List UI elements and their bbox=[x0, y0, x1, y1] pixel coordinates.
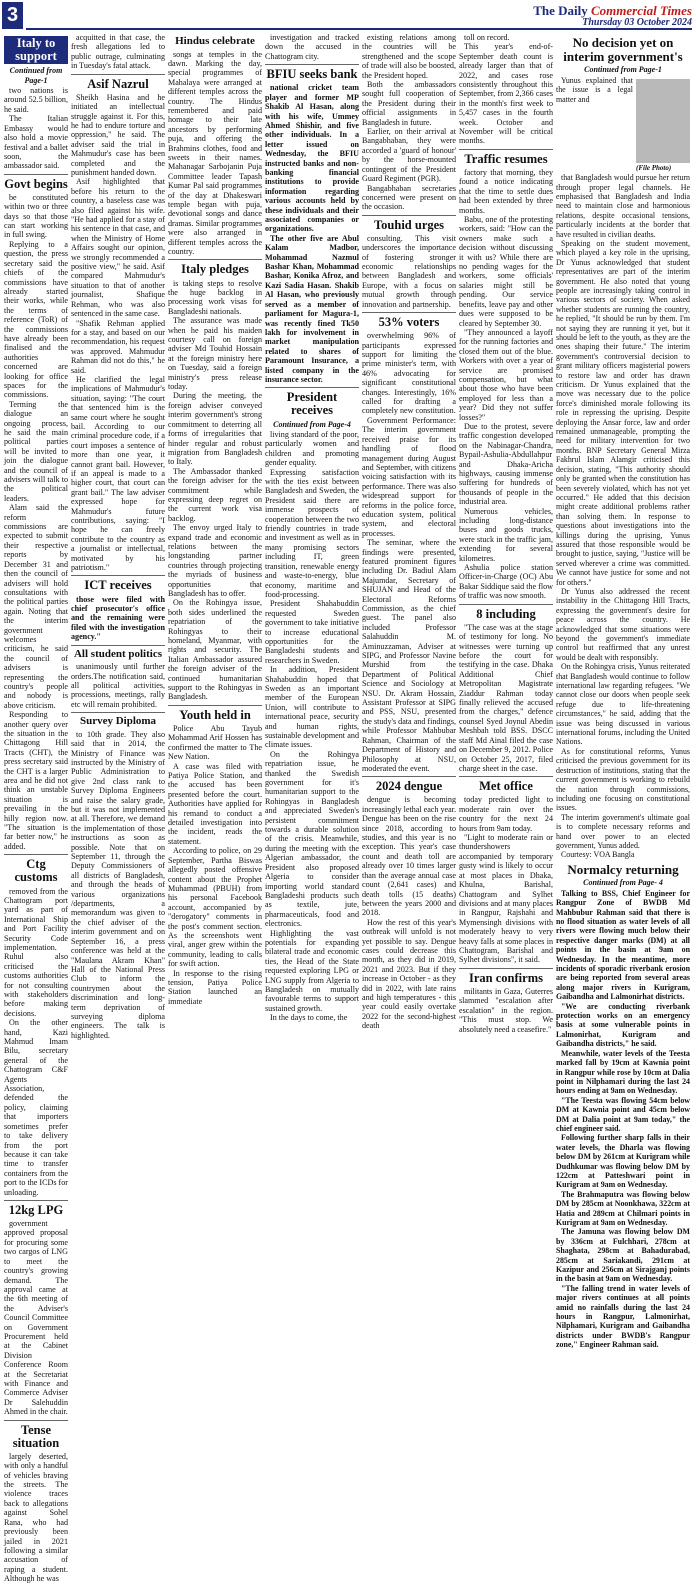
article-continued-2 bbox=[71, 33, 165, 71]
article-divider bbox=[265, 387, 359, 388]
article-divider bbox=[71, 712, 165, 713]
paragraph: During the meeting, the foreign adviser conveyed interim government's strong commitment to deterring all forms of irregularities that hinder regular and robust migration from Bangladesh to Italy. bbox=[168, 391, 262, 467]
paragraph: songs at temples in the dawn. Marking the day, special programmes of Mahalaya were arranged at different temples across the country. The Hindus remembered and paid homage to their late ancestors by performing puja, and offering the Brahmins clothes, food and sweets in their names. Mahanagar Sarbojanin Puja Committee leader Tapash Kumar Pal said programmes of the day at Dhakeswari temple began with puja, devotional songs and dance dramas. Similar programmes were also arranged in different temples across the country. bbox=[168, 49, 262, 257]
headline: Ctg customs bbox=[14, 857, 58, 885]
paragraph: Alam said the reform commissions are expected to submit their respective reports by December 31 and then the council of advisers will hold consultations with the political parties again. Noting that the interim government welcomes criticism, he said the council of advisers is representing the country's people and nobody is above criticism. bbox=[4, 503, 68, 710]
article-president-receives bbox=[265, 391, 359, 1022]
article-divider bbox=[459, 604, 553, 605]
article-divider bbox=[459, 149, 553, 150]
article-body bbox=[556, 173, 690, 860]
article-divider bbox=[459, 968, 553, 969]
paragraph: The interim government's ultimate goal is to complete necessary reforms and hand over power to an elected government, Yunus added. bbox=[556, 812, 690, 850]
headline: ICT receives bbox=[84, 578, 152, 593]
paragraph: those were filed with chief prosecutor's office and the remaining were filed with the investigation agency." bbox=[71, 594, 165, 642]
masthead bbox=[26, 4, 692, 30]
paragraph: militants in Gaza, Guterres slammed "escalation after escalation" in the region. "This must stop. We absolutely need a ceasefire." bbox=[459, 986, 553, 1034]
paragraph: Police Abu Tayub Mohammad Arif Hossen has confirmed the matter to The New Nation. bbox=[168, 724, 262, 762]
paragraph: As for constitutional reforms, Yunus criticised the previous government for its destruction of institutions, stating that the current government is working to rebuild the nation through commissions, including one focusing on constitutional issues. bbox=[556, 746, 690, 813]
article-italy-to-support bbox=[4, 36, 68, 171]
article-continued-5 bbox=[362, 33, 456, 212]
headline: Italy pledges bbox=[181, 262, 249, 277]
article-body bbox=[71, 730, 165, 1040]
headline: All student politics bbox=[73, 647, 162, 660]
article-body bbox=[71, 595, 165, 642]
headline: Hindus celebrate bbox=[175, 35, 255, 47]
paragraph: Courtesy: VOA Bangla bbox=[561, 850, 635, 860]
paragraph: The Ambassador thanked the foreign adviser for the commitment while expressing deep regret on the current work visa backlog. bbox=[168, 466, 262, 523]
paragraph: "Shafik Rehman applied for a stay, and based on our recommendation, his request was approved. Mahmudur Rahman did not do this," he said. bbox=[71, 318, 165, 375]
article-body bbox=[265, 83, 359, 384]
paragraph: Numerous vehicles, including long-distance buses and goods trucks, were stuck in the traffic jam, extending for several kilometres. bbox=[459, 506, 553, 563]
paragraph: A case was filed with Patiya Police Station, and the accused has been presented before the court. Authorities have applied for his remand to conduct a detailed investigation into the incident, reads the statement. bbox=[168, 761, 262, 846]
article-divider bbox=[4, 174, 68, 175]
article-divider bbox=[4, 1420, 68, 1421]
paragraph: government approved proposal for procuring some two cargos of LNG to meet the country's growing demand. The approval came at the 6th meeting of the Adviser's Council Committee on Government Procurement held at the Cabinet Division Conference Room at the Secretariat with Finance and Commerce Adviser Dr Salehuddin Ahmed in the chair. bbox=[4, 1219, 68, 1417]
headline: Govt begins bbox=[4, 176, 68, 191]
paragraph: Asif highlighted that before his return to the country, a baseless case was also filed against his wife. "He had applied for a stay of his sentence in that case, and when the Ministry of Home Affairs sought our opinion, we strongly recommended a positive view," he said. Asif compared Mahmudur's situation to that of another journalist, Shafique Rehman, who was also sentenced in the same case. bbox=[71, 177, 165, 319]
headline: 53% voters bbox=[378, 315, 440, 330]
paragraph: Both the ambassadors sought full cooperation of the President during their official assignments in Bangladesh in future. bbox=[362, 80, 456, 127]
paragraph: Talking to BSS, Chief Engineer for Rangpur Zone of BWDB Md Mahbubur Rahman said that there is no flood situation as water levels of all rivers were flowing much below their respective danger marks (DM) at all points in the basin at 9am on Wednesday. In the meantime, more incidents of sporadic riverbank erosion are being reported from several areas along major rivers in Kurigram, Gaibandha and Lalmonirhat districts. bbox=[556, 888, 690, 1002]
article-divider bbox=[168, 705, 262, 706]
paragraph: President Shahabuddin requested Sweden government to take initiative to increase educational opportunities for the Bangladeshi students and researchers in Sweden. bbox=[265, 599, 359, 665]
lede-with-photo bbox=[556, 76, 690, 173]
paragraph: "The falling trend in water levels of major rivers continues at all points amid no rainfalls during the last 24 hours in Rangpur, Lalmonirhat, Nilphamari, Kurigram and Gaibandha districts under BWDB's Rangpur zone," Engineer Rahman said. bbox=[556, 1283, 690, 1350]
paragraph: existing relations among the countries will be strengthened and the scope of trade will also be boosted, the President hoped. bbox=[362, 33, 456, 80]
paragraph: Earlier, on their arrival at Bangabhaban, they were accorded a 'guard of honour' by the horse-mounted contingent of the President Guard Regiment (PGR). bbox=[362, 127, 456, 184]
paragraph: How the rest of this year's outbreak will unfold is not yet possible to say. Dengue cases could decrease this month, as they did in 2019, 2021 and 2023. But if they increase in October - as they did in 2022, with late rains and high temperatures - this year could easily overtake 2022 for the second-highest death bbox=[362, 917, 456, 1031]
article-all-student-politics bbox=[71, 649, 165, 710]
article-body bbox=[4, 86, 68, 171]
paragraph: On the Rohingya issue, both sides underlined the repatriation of the Rohingyas to their homeland, Myanmar, with rights and security. The Italian Ambassador assured the foreign adviser of the continued humanitarian support to the Rohingyas in Bangladesh. bbox=[168, 598, 262, 702]
paragraph: The Jamuna was flowing below DM by 336cm at Fulchhari, 278cm at Shaghata, 298cm at Bahadurabad, 285cm at Sariakandi, 291cm at Kazipur and 256cm at Sirajganj points in the basin at 9am on Wednesday. bbox=[556, 1227, 690, 1284]
paragraph: "The Teesta was flowing 54cm below DM at Kawnia point and 45cm below DM at Dalia point at 9am today," the chief engineer said. bbox=[556, 1095, 690, 1133]
article-body bbox=[459, 623, 553, 774]
paragraph: living standard of the poor, particularly women and children and promoting gender equality. bbox=[265, 430, 359, 468]
photo-caption: (File Photo) bbox=[636, 163, 672, 172]
article-body bbox=[4, 1219, 68, 1417]
paragraph: Highlighting the vast potentials for expanding bilateral trade and economic ties, the Head of the State requested exploring LPG or LNG supply from Algeria to Bangladesh on mutually favourable terms to support sustained growth. bbox=[265, 928, 359, 1013]
article-italy-pledges bbox=[168, 263, 262, 701]
article-youth-held-in bbox=[168, 709, 262, 1006]
paragraph: Sheikh Hasina and he initiated an intellectual struggle against it. For this, he had to endure torture and oppression," he said. The adviser said the trial in Mahmudur's case has been completed and the punishment handed down. bbox=[71, 92, 165, 177]
article-body bbox=[265, 33, 359, 61]
paragraph: Bangabhaban secretaries concerned were present on the occasion. bbox=[362, 183, 456, 212]
article-divider bbox=[168, 259, 262, 260]
paragraph: On the Rohingya repatriation issue, he thanked the Swedish government for it's humanitarian support to the Rohingyas in Bangladesh and appreciated Sweden's persistent commitment towards a durable solution of the crisis. Meanwhile, during the meeting with the Algerian ambassador, the President also proposed Algeria to consider importing world standard Bangladeshi products such as textile, jute, pharmaceuticals, food and electronics. bbox=[265, 749, 359, 929]
article-divider bbox=[265, 64, 359, 65]
paragraph: In response to the rising tension, Patiya Police Station launched an immediate bbox=[168, 968, 262, 1006]
article-body bbox=[362, 33, 456, 212]
paragraph: overwhelming 96% of participants expressed support for limiting the prime minister's term, with 46% advocating for significant constitutional changes. Interestingly, 16% called for drafting a completely new constitution. bbox=[362, 331, 456, 416]
paragraph: Meanwhile, water levels of the Teesta marked fall by 19cm at Kawnia point in Rangpur while rose by 10cm at Dalia point in Nilphamari during the last 24 hours ending at 9am on Wednesday. bbox=[556, 1048, 690, 1096]
article-2024-dengue bbox=[362, 780, 456, 1030]
article-body bbox=[4, 887, 68, 1197]
headline: Survey Diploma bbox=[79, 715, 157, 728]
paragraph: factory that morning, they found a notice indicating that the time to settle dues had been extended by three months. bbox=[459, 168, 553, 215]
column-2 bbox=[71, 33, 165, 1081]
article-divider bbox=[362, 312, 456, 313]
paragraph: The seminar, where the findings were presented, featured prominent figures including Dr. Badiul Alam Majumdar, Secretary of SHUJAN and Head of the Electoral Reforms Commission, as the chief guest. The panel also included Professor Salahuddin M. Aminuzzaman, Adviser at SIPG, and Professor Navine Murshid from the Department of Political Science and Sociology at NSU. Dr. Akram Hossain, Assistant Professor at SIPG and PSS, NSU, presented the study's data and findings, while Professor Mahbubar Rahman, Chairman of the Department of History and Philosophy at NSU, moderated the event. bbox=[362, 538, 456, 773]
headline: Asif Nazrul bbox=[87, 76, 149, 91]
article-8-including bbox=[459, 608, 553, 774]
headline: 12kg LPG bbox=[8, 1202, 64, 1217]
lede-paragraph: Yunus explained that the issue is a legal matter and bbox=[556, 75, 633, 104]
paragraph: The other five are Abul Kalam Madbor, Mohammad Nazmul Bashar Khan, Mohammad Bashar, Konika Afroz, and Kazi Sadia Hasan. Shakib Al Hasan, who previously served as a member of parliament for Magura-1, was recently fined Tk50 lakh for involvement in market manipulation related to shares of Paramount Insurance, a listed company in the insurance sector. bbox=[265, 233, 359, 384]
article-ctg-customs bbox=[4, 858, 68, 1197]
paragraph: Dr Yunus also addressed the recent instability in the Chittagong Hill Tracts, expressing the government's desire for peace across the country. He acknowledged that some situations were beyond the government's immediate control but reaffirmed that any unrest would be dealt with responsibly. bbox=[556, 586, 690, 662]
article-ict-receives bbox=[71, 579, 165, 641]
masthead-prefix: The Daily bbox=[533, 3, 588, 18]
article-continued-4 bbox=[265, 33, 359, 61]
article-continued-6 bbox=[459, 33, 553, 146]
article-body bbox=[4, 1452, 68, 1584]
paragraph: Speaking on the student movement, which played a key role in the uprising, Dr Yunus acknowledged that student representatives are part of the interim government. He also noted that young people are increasingly taking control in various sectors of society. When asked whether students are running the country, he replied, "It should be run by them. I'm not saying they are running it yet, but it should be left to the youth, as they are the ones shaping their future." The interim government's controversial decision to grant military officers magisterial powers to restore law and order has drawn criticism. Dr Yunus explained that the move was necessary due to the police force's diminished morale following its role in repressing the uprising. Despite deploying the Ansar force, law and order remained unmanageable, prompting the need for military intervention for two months. BNP Secretary General Mirza Fakhrul Islam Alamgir criticised this decision, stating, "This authority should only be granted when the constitution has been severely violated, which has not yet occurred." He added that this decision might create additional problems rather than solving them. In response to questions about investigations into the killings during the uprising, Yunus assured that those responsible would be brought to justice, saying, "Justice will be served wherever a crime was committed. We cannot have justice for some and not for others." bbox=[556, 238, 690, 587]
article-body bbox=[459, 33, 553, 146]
article-53-voters bbox=[362, 316, 456, 773]
article-divider bbox=[362, 776, 456, 777]
paragraph: Terming the dialogue an ongoing process, he said the main political parties will be invited to join the dialogue and the council of advisers will talk to the political leaders. bbox=[4, 399, 68, 503]
headline: Normalcy returning bbox=[567, 861, 679, 877]
continued-kicker: Continued from Page-1 bbox=[584, 65, 662, 75]
column-7 bbox=[556, 33, 690, 1350]
paragraph: today predicted light to moderate rain over the country for the next 24 hours from 9am today. bbox=[459, 795, 553, 833]
paragraph: two nations is around 52.5 billion, he said. bbox=[4, 86, 68, 114]
continued-kicker: Continued from Page- 4 bbox=[583, 878, 663, 888]
paragraph: Due to the protest, severe traffic congestion developed on the Nabinagar-Chandra, Bypail-Ashulia-Abdullahpur and Dhaka-Aricha highways, causing immense suffering for hundreds of thousands of people in the industrial area. bbox=[459, 421, 553, 507]
column-6 bbox=[459, 33, 553, 1081]
article-body bbox=[362, 795, 456, 1030]
paragraph: that Bangladesh would pursue her return through proper legal channels. He emphasised that Bangladesh and India need to maintain close and harmonious relations, despite occasional tensions, particularly incidents at the border that have resulted in civilian deaths. bbox=[556, 173, 690, 239]
article-body bbox=[362, 234, 456, 309]
article-no-decision-yet-on-interim-government-s bbox=[556, 36, 690, 860]
paragraph: Ashulia police station Officer-in-Charge (OC) Abu Bakar Siddique said the flow of traffic was now smooth. bbox=[459, 563, 553, 601]
article-touhid-urges bbox=[362, 219, 456, 309]
paragraph: The Italian Embassy would also hold a movie festival and a ballet soon, the ambassador said. bbox=[4, 114, 68, 171]
article-normalcy-returning bbox=[556, 863, 690, 1350]
headline: Traffic resumes bbox=[464, 151, 548, 166]
column-5 bbox=[362, 33, 456, 1081]
photo-figure bbox=[636, 76, 690, 173]
article-body bbox=[71, 33, 165, 71]
masthead-brand: Commercial Times bbox=[591, 3, 692, 18]
paragraph: investigation and tracked down the accused in Chattogram city. bbox=[265, 33, 359, 61]
article-divider bbox=[4, 1200, 68, 1201]
headline: Met office bbox=[479, 779, 533, 794]
headline: Youth held in bbox=[179, 707, 251, 722]
article-body bbox=[168, 724, 262, 1006]
article-body bbox=[168, 279, 262, 702]
headline: Italy to support bbox=[4, 36, 68, 64]
article-body bbox=[459, 168, 553, 601]
paragraph: "The case was at the stage of testimony for long. No witnesses were turning up before the court for testifying in the case. Dhaka Additional Chief Metropolitan Magistrate Ziaddur Rahman today finally relieved the accused from the charges," defence counsel Syed Joynul Abedin Meshbah told BSS. DSCC staff Md Ainal filed the case on December 9, 2012. Police on October 25, 2017, filed charge sheet in the case. bbox=[459, 622, 553, 773]
paragraph: "They announced a layoff for the running factories and closed them out of the blue. Workers with over a year of service are promised compensation, but what about those who have been employed for less than a year? Did they not suffer losses?" bbox=[459, 327, 553, 422]
column-1 bbox=[4, 33, 68, 1584]
paragraph: Following further sharp falls in their water levels, the Dharla was flowing below DM by 261cm at Kurigram while Dudhkumar was flowing below DM by 122cm at Patteshwari point in Kurigram at 9am on Wednesday. bbox=[556, 1133, 690, 1190]
article-govt-begins bbox=[4, 178, 68, 852]
lede-text bbox=[556, 76, 633, 173]
article-survey-diploma bbox=[71, 716, 165, 1040]
paragraph: be constituted within two or three days so that those can start working in full swing. bbox=[4, 192, 68, 240]
article-bfiu-seeks-bank bbox=[265, 68, 359, 384]
headline: Tense situation bbox=[12, 1422, 60, 1450]
article-tense-situation bbox=[4, 1424, 68, 1584]
headline: 8 including bbox=[476, 606, 536, 621]
article-hindus-celebrate bbox=[168, 36, 262, 256]
paragraph: In the days to come, the bbox=[270, 1013, 348, 1023]
paragraph: On the Rohingya crisis, Yunus reiterated that Bangladesh would continue to follow international law regarding refugees. "We cannot close our doors when people seek refuge due to life-threatening circumstances," he said, adding that the issue was being discussed in various international forums, including the United Nations. bbox=[556, 662, 690, 747]
paragraph: This year's end-of-September death count is already larger than that of 2022, and cases rose consistently throughout this September, from 2,366 cases in the month's first week to 5,457 cases in the fourth week. October and November will be critical months. bbox=[459, 42, 553, 146]
headline: President receives bbox=[286, 390, 338, 418]
paragraph: Government Performance: The interim government received praise for its handling of flood management during August and September, with citizens voicing satisfaction with its performance. There was also widespread support for reforms in the police force, education system, political system, and electoral processes. bbox=[362, 415, 456, 538]
paragraph: "We are conducting riverbank protection works on an emergency basis at some vulnerable points in Lalmonirhat, Kurigram and Gaibandha districts," he said. bbox=[556, 1001, 690, 1049]
news-photo bbox=[636, 79, 690, 163]
article-body bbox=[362, 331, 456, 773]
headline: Touhid urges bbox=[373, 217, 445, 232]
article-body bbox=[4, 193, 68, 851]
article-iran-confirms bbox=[459, 972, 553, 1034]
paragraph: On the other hand, Kazi Mahmud Imam Bilu, secretary general of the Chattogram C&F Agents Association, defended the policy, claiming that importers sometimes prefer to take delivery from the port because it can take time to transfer containers from the port to the ICDs for unloading. bbox=[4, 1018, 68, 1197]
paragraph: acquitted in that case, the fresh allegations led to public outrage, culminating in Tuesday's fatal attack. bbox=[71, 33, 165, 71]
article-divider bbox=[71, 645, 165, 646]
paragraph: unanimously until further orders.The notification said, all political activities, processions, meetings, rally etc will remain prohibited. bbox=[71, 662, 165, 709]
paragraph: toll on record. bbox=[464, 33, 510, 42]
article-body bbox=[71, 93, 165, 573]
paragraph: The Brahmaputra was flowing below DM by 285cm at Noonkhawa, 322cm at Hatia and 289cm at Chilmari points in Kurigram at 9am on Wednesday. bbox=[556, 1189, 690, 1228]
continued-kicker: Continued from Page-4 bbox=[273, 419, 351, 429]
paragraph: Expressing satisfaction with the ties exist between Bangladesh and Sweden, the President said there are immense prospects of cooperation between the two friendly countries in trade and investment as well as in many promising sectors including IT, green transition, renewable energy and waste-to-energy, blue economy, maritime and food-processing. bbox=[265, 467, 359, 599]
paragraph: In addition, President Shahabuddin hoped that Sweden as an important member of the European Union, will contribute to international peace, security and human rights, sustainable development and climate issues. bbox=[265, 665, 359, 750]
continued-kicker: Continued from Page-1 bbox=[9, 66, 63, 85]
paragraph: He clarified the legal implications of Mahmudur's situation, saying: "The court that sentenced him is the same court where he sought bail. According to our criminal procedure code, if a court imposes a sentence of more than one year, it cannot grant bail. However, if an appeal is made to a higher court, that court can grant bail." The law adviser expressed hope for Mahmudur's future contributions, saying: "I hope he can freely contribute to the country as a journalist or intellectual, motivated by his patriotism." bbox=[71, 374, 165, 573]
paragraph: The envoy urged Italy to expand trade and economic relations between the longstanding partner countries through projecting the myriads of business opportunities that Bangladesh has to offer. bbox=[168, 523, 262, 599]
article-traffic-resumes bbox=[459, 153, 553, 601]
headline: BFIU seeks bank bbox=[266, 67, 358, 82]
article-divider bbox=[71, 74, 165, 75]
article-12kg-lpg bbox=[4, 1204, 68, 1417]
paragraph: Responding to another query over the situation in the Chittagong Hill Tracts (CHT), the press secretary said the CHT is a larger area and he did not think an unstable situation is prevailing in the hilly region now. "The situation is far better now," he added. bbox=[4, 710, 68, 851]
paragraph: largely deserted, with only a handful of vehicles braving the streets. The violence traces back to allegations against Sohel Rana, who had previously been jailed in 2021 following a similar accusation of raping a student. Although he was bbox=[4, 1451, 68, 1584]
column-4 bbox=[265, 33, 359, 1081]
paragraph: "Light to moderate rain or thundershowers accompanied by temporary gusty wind is likely to occur at most places in Dhaka, Khulna, Barishal, Chattogram and Sylhet divisions and at many places in Rangpur, Rajshahi and Mymensingh divisions with moderately heavy to very heavy falls at some places in Chattogram, Barishal and Sylhet divisions", it said. bbox=[459, 833, 553, 965]
article-body bbox=[71, 662, 165, 709]
headline: Iran confirms bbox=[469, 970, 543, 985]
paragraph: to 10th grade. They also said that in 2014, the Ministry of Finance was instructed by the Ministry of Public Administration to give 2nd class rank to Survey Diploma Engineers and raise the salary grade, but it was not implemented at all. Therefore, we demand the implementation of those instructions as soon as possible. Note that on September 11, through the Deputy Commissioners of all districts of Bangladesh, and through the heads of various organizations /departments, a memorandum was given to the chief adviser of the interim government and on September 16, a press conference was held at the "Maulana Akram Khan" Hall of the National Press Club to inform the countrymen about the discrimination and long-term deprivation of surveying diploma engineers. The talk is highlighted. bbox=[71, 729, 165, 1040]
article-asif-nazrul bbox=[71, 78, 165, 573]
paragraph: is taking steps to resolve the huge backlog in processing work visas for Bangladeshi nationals. bbox=[168, 278, 262, 316]
column-3 bbox=[168, 33, 262, 1081]
page-number: 3 bbox=[2, 2, 23, 29]
headline: No decision yet on interim government's bbox=[563, 35, 683, 64]
paragraph: dengue is becoming increasingly lethal each year. Dengue has been on the rise since 2018, according to studies, and this year is no exception. This year's case count and death toll are already over 10 times larger than the average annual case count (2,641 cases) and death tolls (15 deaths) between the years 2000 and 2018. bbox=[362, 795, 456, 918]
masthead-date: Thursday 03 October 2024 bbox=[582, 17, 692, 28]
article-body bbox=[168, 50, 262, 257]
paragraph: The assurance was made when he paid his maiden courtesy call on foreign adviser Md Touhid Hossain at the foreign ministry here on Tuesday, said a foreign ministry's press release today. bbox=[168, 316, 262, 392]
paragraph: Replying to a question, the press secretary said the chiefs of the commissions have already started their works, while the terms of reference (ToR) of the commissions have already been finalised and the authorities concerned are looking for office spaces for the commissions. bbox=[4, 239, 68, 400]
article-met-office bbox=[459, 780, 553, 964]
paragraph: Babu, one of the protesting workers, said: "How can the owners make such a decision without discussing it with us? While there are no pending wages for the workers, some officials' salaries might still be pending. Our service benefits, leave pay and other dues were supposed to be cleared by September 30. bbox=[459, 215, 553, 328]
article-body bbox=[265, 430, 359, 1023]
headline: 2024 dengue bbox=[375, 779, 443, 794]
paragraph: consulting. This visit underscores the importance of fostering stronger economic relationships between Bangladesh and Europe, with a focus on mutual growth through innovation and partnership. bbox=[362, 233, 456, 309]
article-divider bbox=[71, 575, 165, 576]
article-body bbox=[459, 987, 553, 1034]
article-divider bbox=[362, 215, 456, 216]
paragraph: removed from the Chattogram port yard as part of International Ship and Port Facility Security Code implementation. Ruhul also criticised the customs authorities for not consulting with stakeholders before making decisions. bbox=[4, 886, 68, 1018]
article-divider bbox=[4, 854, 68, 855]
paragraph: national cricket team player and former MP Shakib Al Hasan, along with his wife, Ummey Ahmed Shishir, and five other individuals. In a letter issued on Wednesday, the BFIU instructed banks and non-banking financial institutions to provide information regarding various accounts held by these individuals and their associated companies or organizations. bbox=[265, 83, 359, 234]
article-body bbox=[556, 889, 690, 1350]
article-body bbox=[459, 795, 553, 964]
paragraph: According to police, on 29 September, Partha Biswas allegedly posted offensive content about the Prophet Muhammad (PBUH) from his personal Facebook account, accompanied by "derogatory" comments in the post's comment section. As the screenshots went viral, anger grew within the community, leading to calls for swift action. bbox=[168, 846, 262, 969]
article-divider bbox=[459, 776, 553, 777]
